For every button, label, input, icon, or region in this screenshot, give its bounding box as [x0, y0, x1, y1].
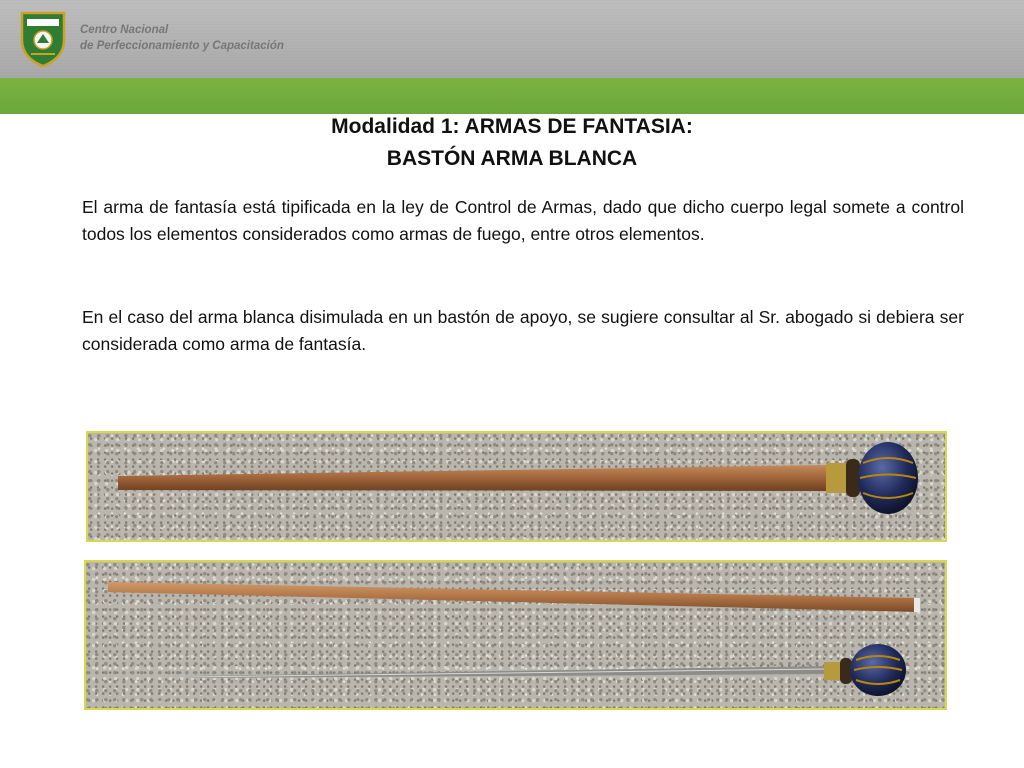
slide-title-line-1: Modalidad 1: ARMAS DE FANTASIA:	[331, 115, 693, 138]
org-line-1: Centro Nacional	[80, 24, 169, 36]
header-band	[0, 0, 1024, 78]
cane-closed-photo	[86, 431, 947, 542]
organization-name	[80, 22, 284, 54]
paragraph-2: En el caso del arma blanca disimulada en un bastón de apoyo, se sugiere consultar al Sr. abogado si debiera ser considerada como arma de fantasía.	[82, 307, 964, 354]
paragraph-1: El arma de fantasía está tipificada en la ley de Control de Armas, dado que dicho cuerpo legal somete a control todos los elementos considerados como armas de fuego, entre otros elementos.	[82, 197, 964, 244]
slide-title-line-2: BASTÓN ARMA BLANCA	[386, 147, 638, 170]
green-accent-bar	[0, 78, 1024, 114]
cane-open-photo	[84, 560, 947, 710]
org-line-2: de Perfeccionamiento y Capacitación	[80, 40, 284, 52]
cenpecar-logo	[19, 10, 67, 68]
